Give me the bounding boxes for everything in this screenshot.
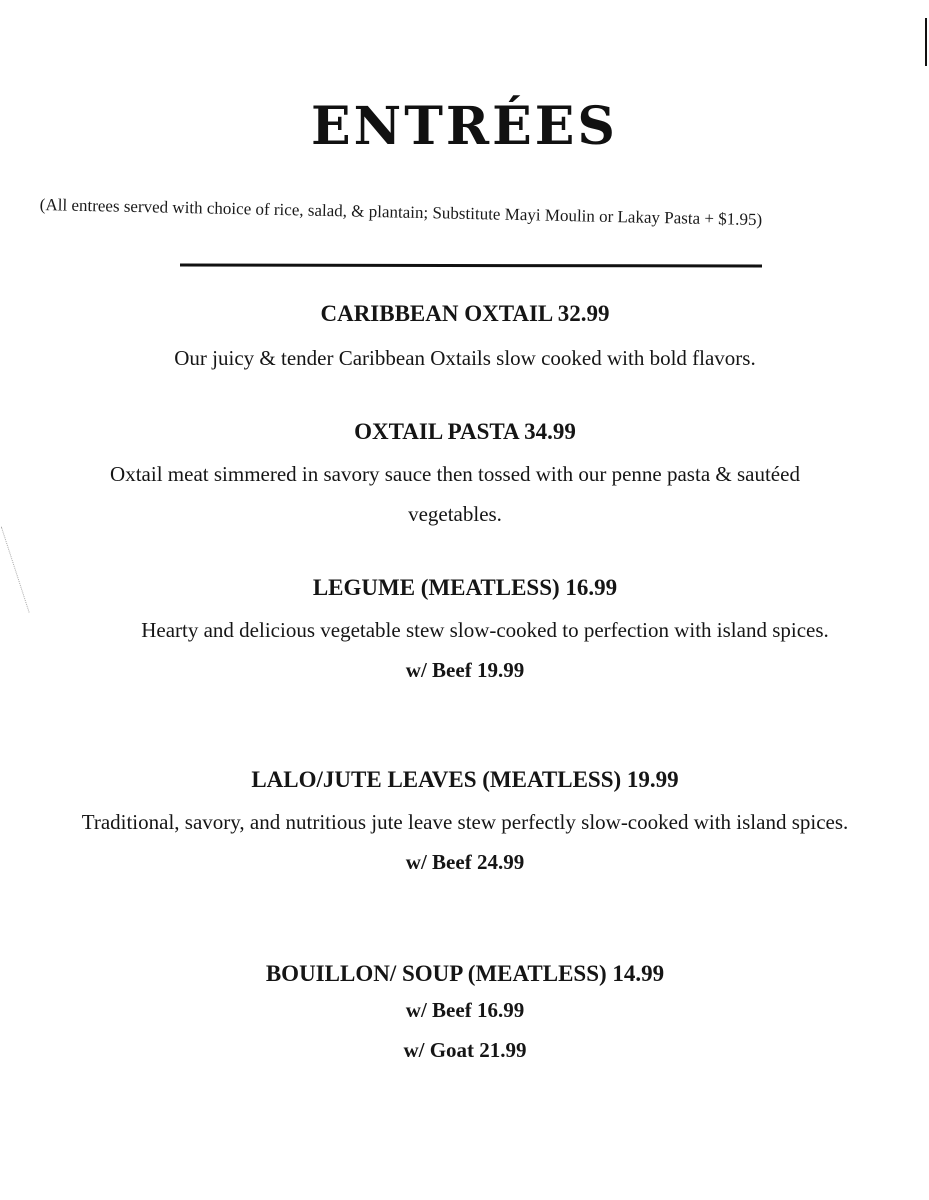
margin-mark (925, 18, 927, 66)
divider-rule (180, 263, 762, 267)
item-variant-price: w/ Beef 16.99 (405, 998, 525, 1022)
menu-item-legume (60, 572, 870, 690)
menu-item-caribbean-oxtail (60, 298, 870, 378)
item-name: BOUILLON/ SOUP (MEATLESS) 14.99 (265, 961, 665, 986)
item-description: Our juicy & tender Caribbean Oxtails slow cooked with bold flavors. (174, 346, 756, 370)
item-name: LEGUME (MEATLESS) 16.99 (312, 575, 618, 600)
item-description: Oxtail meat simmered in savory sauce then tossed with our penne pasta & sautéed vegetables. (110, 462, 800, 526)
item-variant-price: w/ Beef 24.99 (405, 850, 525, 874)
menu-item-oxtail-pasta (60, 416, 870, 534)
item-description: Hearty and delicious vegetable stew slow-cooked to perfection with island spices. (141, 618, 829, 642)
page-subtitle: (All entrees served with choice of rice, salad, & plantain; Substitute Mayi Moulin or Lakay Pasta + $1.95) (39, 195, 763, 230)
item-name: LALO/JUTE LEAVES (MEATLESS) 19.99 (251, 767, 679, 792)
item-variant-price: w/ Beef 19.99 (405, 658, 525, 682)
menu-item-bouillon (60, 958, 870, 1070)
menu-item-lalo (60, 764, 870, 882)
page-title: ENTRÉES (311, 96, 618, 157)
item-description: Traditional, savory, and nutritious jute leave stew perfectly slow-cooked with island spices. (81, 810, 849, 834)
item-variant-price: w/ Goat 21.99 (403, 1038, 527, 1062)
scan-artifact (1, 517, 58, 612)
item-name: CARIBBEAN OXTAIL 32.99 (320, 301, 610, 326)
item-name: OXTAIL PASTA 34.99 (354, 419, 576, 444)
